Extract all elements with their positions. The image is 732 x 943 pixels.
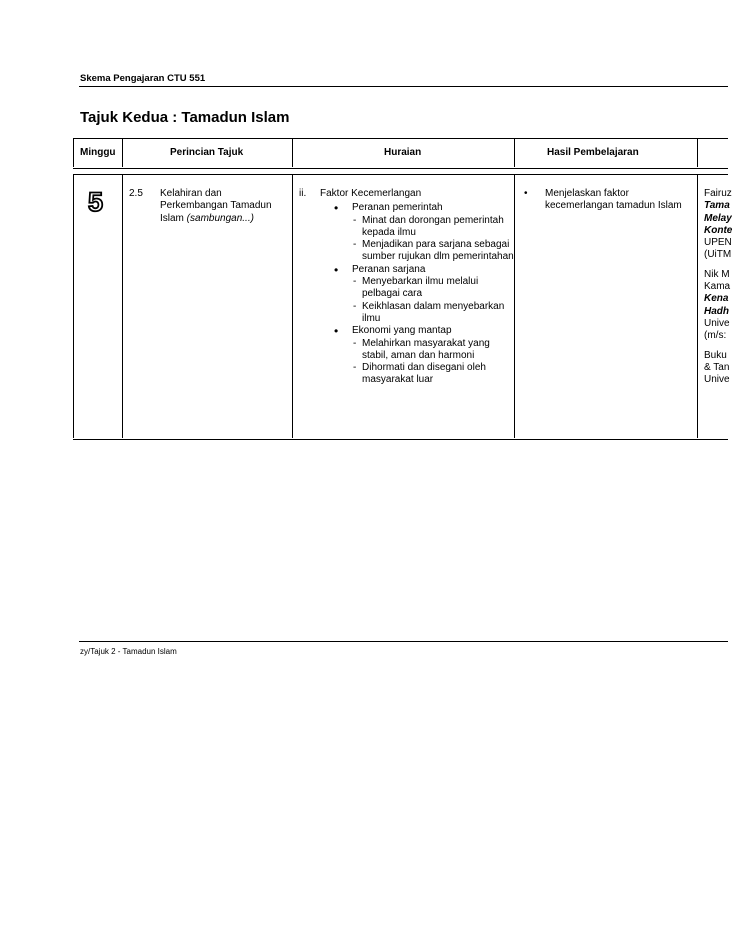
header-divider: [292, 138, 293, 167]
header-divider: [514, 138, 515, 167]
reference-line: Tama: [704, 200, 730, 212]
huraian-subitem-line: - Menjadikan para sarjana sebagai: [362, 239, 510, 251]
topic-line-italic: (sambungan...): [186, 212, 254, 224]
topic-text: [160, 188, 290, 225]
column-header-perincian: Perincian Tajuk: [170, 147, 244, 158]
column-header-huraian: Huraian: [384, 147, 422, 158]
huraian-subitem-line: ilmu: [362, 312, 381, 324]
outcome-line: Menjelaskan faktor: [545, 188, 629, 199]
huraian-sublist: [320, 215, 514, 264]
header-divider: [122, 138, 123, 167]
week-number: 5: [88, 187, 104, 217]
footer-rule: [79, 641, 728, 642]
reference-line: (m/s:: [704, 330, 727, 342]
huraian-item: [320, 264, 514, 325]
outcome-marker: •: [524, 188, 528, 199]
header-divider: [697, 138, 698, 167]
reference-line: Melay: [704, 212, 732, 224]
reference-line: Buku: [704, 349, 727, 361]
outcome-text: [545, 188, 695, 213]
huraian-sublist: [320, 276, 514, 325]
references: [704, 188, 732, 386]
huraian-subitem-line: - Keikhlasan dalam menyebarkan: [362, 300, 505, 312]
huraian-subitem-line: masyarakat luar: [362, 374, 434, 386]
body-divider: [73, 174, 74, 438]
topic-line: [160, 213, 290, 225]
huraian-heading: Faktor Kecemerlangan: [320, 188, 422, 199]
topic-line-normal: Islam: [160, 212, 187, 224]
huraian-item-label: • Ekonomi yang mantap: [352, 325, 452, 337]
body-divider: [514, 174, 515, 438]
huraian-marker: ii.: [299, 188, 307, 199]
huraian-item-label: • Peranan sarjana: [352, 263, 426, 275]
reference-line: Nik M: [704, 268, 730, 280]
reference-line: UPEN: [704, 237, 732, 249]
page-footer: zy/Tajuk 2 - Tamadun Islam: [80, 647, 177, 656]
reference-line: & Tan: [704, 361, 730, 373]
huraian-subitem: [320, 239, 514, 264]
reference-line: Unive: [704, 374, 730, 386]
header-rule: [79, 86, 728, 87]
huraian-item: [320, 325, 514, 386]
huraian-list: [320, 202, 514, 386]
reference-line: (UiTM: [704, 249, 732, 261]
column-header-minggu: Minggu: [80, 147, 116, 158]
reference-line: Kena: [704, 293, 729, 305]
reference-line: Kama: [704, 281, 731, 293]
huraian-content: [320, 188, 514, 387]
huraian-sublist: [320, 338, 514, 387]
huraian-subitem-line: stabil, aman dan harmoni: [362, 349, 475, 361]
topic-line: Kelahiran dan: [160, 188, 222, 199]
column-header-hasil: Hasil Pembelajaran: [547, 147, 639, 158]
reference-line: Konte: [704, 224, 732, 236]
huraian-subitem-line: - Menyebarkan ilmu melalui: [362, 276, 479, 288]
huraian-subitem-line: - Melahirkan masyarakat yang: [362, 337, 490, 349]
page-title: Tajuk Kedua : Tamadun Islam: [80, 109, 290, 126]
huraian-subitem-line: - Minat dan dorongan pemerintah: [362, 214, 504, 226]
topic-line: Perkembangan Tamadun: [160, 200, 272, 212]
huraian-subitem-line: pelbagai cara: [362, 288, 423, 300]
body-divider: [122, 174, 123, 438]
body-divider: [292, 174, 293, 438]
huraian-subitem: [320, 276, 514, 301]
reference-line: Hadh: [704, 305, 729, 317]
page-header: Skema Pengajaran CTU 551: [80, 73, 206, 84]
reference-line: Fairuz: [704, 188, 732, 199]
huraian-item: [320, 202, 514, 263]
huraian-subitem: [320, 362, 514, 387]
huraian-subitem: [320, 301, 514, 326]
body-divider: [697, 174, 698, 438]
huraian-subitem: [320, 338, 514, 363]
huraian-subitem-line: - Dihormati dan disegani oleh: [362, 362, 486, 374]
reference-line: Unive: [704, 317, 730, 329]
huraian-item-label: • Peranan pemerintah: [352, 202, 443, 214]
huraian-subitem: [320, 215, 514, 240]
huraian-subitem-line: sumber rujukan dlm pemerintahan: [362, 251, 514, 263]
topic-number: 2.5: [129, 188, 143, 199]
outcome-line: kecemerlangan tamadun Islam: [545, 200, 682, 212]
huraian-subitem-line: kepada ilmu: [362, 226, 416, 238]
header-divider: [73, 138, 74, 167]
